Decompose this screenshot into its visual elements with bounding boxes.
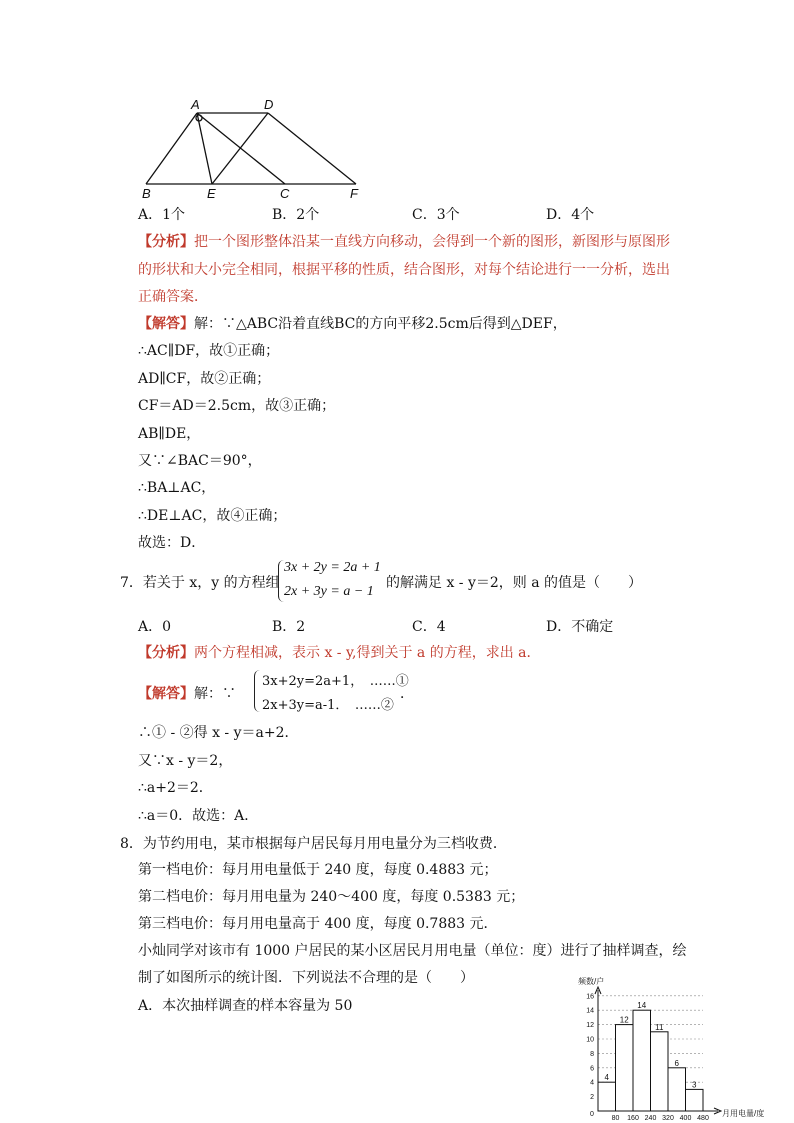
y-tick-label: 16: [586, 993, 594, 1001]
y-tick-label: 6: [590, 1065, 594, 1073]
point-label-b: B: [142, 186, 151, 200]
y-tick-label: 4: [590, 1079, 594, 1087]
histogram-bar: [598, 1082, 616, 1111]
q6-analysis-tag: 【分析】: [138, 234, 194, 250]
y-tick-label: 10: [586, 1036, 594, 1044]
x-tick-label: 240: [644, 1115, 657, 1120]
q7-solution-line-3: ∴a+2＝2．: [138, 780, 213, 796]
q7-solution-head: [138, 683, 236, 703]
q6-option-b: B．2个: [272, 207, 320, 223]
bar-data-label: 6: [674, 1058, 679, 1068]
q7-analysis-tag: 【分析】: [138, 645, 194, 661]
q6-analysis-line-1: [138, 232, 670, 252]
q7-option-d: D．不确定: [546, 619, 614, 635]
q7-solution-eq-2: 2x+3y=a-1． ……②: [262, 698, 394, 713]
histogram-bar: [616, 1025, 634, 1111]
q6-solution-tag: 【解答】: [138, 316, 194, 332]
q7-option-c: C．4: [412, 619, 446, 635]
x-axis-title: 月用电量/度: [722, 1109, 765, 1118]
q6-analysis-line-3: 正确答案．: [138, 289, 208, 305]
histogram-bar: [668, 1068, 686, 1111]
q6-option-a: A．1个: [138, 207, 186, 223]
q6-solution-line-5: AB∥DE，: [138, 426, 201, 442]
point-label-a: A: [191, 97, 200, 112]
q6-option-c: C．3个: [412, 207, 460, 223]
bar-data-label: 4: [604, 1073, 609, 1083]
point-label-f: F: [350, 186, 358, 200]
q6-solution-line-2: ∴AC∥DF，故①正确；: [138, 343, 280, 359]
q6-solution-line-8: ∴DE⊥AC，故④正确；: [138, 508, 287, 524]
bar-data-label: 14: [637, 1001, 647, 1011]
q7-stem-pre: 7．若关于 x，y 的方程组: [120, 575, 280, 591]
q7-solution-end: ．: [400, 686, 414, 702]
bar-data-label: 3: [692, 1080, 697, 1090]
y-tick-label: 14: [586, 1007, 594, 1015]
q7-equation-2: 2x + 3y = a − 1: [284, 584, 374, 599]
point-label-c: C: [280, 186, 290, 200]
y-axis-title: 频数/户: [578, 977, 605, 986]
x-tick-label: 160: [627, 1115, 639, 1120]
bar-data-label: 11: [655, 1022, 664, 1032]
q7-equation-1: 3x + 2y = 2a + 1: [284, 560, 381, 575]
origin-label: 0: [590, 1111, 594, 1118]
x-tick-label: 320: [662, 1115, 674, 1120]
q6-solution-line-7: ∴BA⊥AC，: [138, 480, 216, 496]
q6-solution-line-9: 故选：D．: [138, 535, 206, 551]
q6-solution-line-1: [138, 314, 567, 334]
q7-analysis-line: [138, 643, 541, 663]
q8-stem-line-2: 第一档电价：每月用电量低于 240 度，每度 0.4883 元；: [138, 862, 498, 878]
q6-option-d: D．4个: [546, 207, 595, 223]
q6-solution-line-6: 又∵∠BAC＝90°，: [138, 453, 262, 469]
q8-option-a: A．本次抽样调查的样本容量为 50: [138, 998, 353, 1014]
q8-stem-line-5: 小灿同学对该市有 1000 户居民的某小区居民月用电量（单位：度）进行了抽样调查，绘: [138, 943, 687, 959]
q7-option-a: A．0: [138, 619, 172, 635]
q6-solution-line-3: AD∥CF，故②正确；: [138, 371, 271, 387]
y-tick-label: 2: [590, 1094, 594, 1102]
q7-solution-line-1: ∴① - ②得 x - y＝a+2．: [138, 725, 299, 741]
q8-stem-line-1: 8．为节约用电，某市根据每户居民每月用电量分为三档收费．: [120, 836, 507, 852]
histogram-bar: [633, 1010, 651, 1111]
histogram-bar: [651, 1032, 669, 1111]
q7-solution-eq-1: 3x+2y=2a+1， ……①: [262, 674, 409, 689]
q7-solution-tag: 【解答】: [138, 686, 194, 702]
q6-solution-line-4: CF＝AD＝2.5cm，故③正确；: [138, 398, 336, 414]
bar-data-label: 12: [619, 1015, 629, 1025]
histogram-bar: [686, 1089, 704, 1111]
q6-analysis-text-1: 把一个图形整体沿某一直线方向移动，会得到一个新的图形，新图形与原图形: [194, 234, 670, 250]
q6-analysis-line-2: 的形状和大小完全相同，根据平移的性质，结合图形，对每个结论进行一一分析，选出: [138, 262, 670, 278]
q8-stem-line-3: 第二档电价：每月用电量为 240～400 度，每度 0.5383 元；: [138, 889, 525, 905]
x-tick-label: 480: [697, 1115, 709, 1120]
q8-stem-line-6: 制了如图所示的统计图．下列说法不合理的是（ ）: [138, 970, 474, 986]
electricity-histogram: [570, 968, 790, 1120]
q7-solution-pre: 解：∵: [194, 686, 236, 702]
q7-solution-line-2: 又∵x - y＝2，: [138, 753, 233, 769]
q7-stem-post: 的解满足 x - y＝2，则 a 的值是（ ）: [386, 575, 643, 591]
point-label-e: E: [207, 186, 216, 200]
q7-analysis-text: 两个方程相减，表示 x - y,得到关于 a 的方程，求出 a．: [194, 645, 541, 661]
q8-stem-line-4: 第三档电价：每月用电量高于 400 度，每度 0.7883 元．: [138, 916, 498, 932]
point-label-d: D: [264, 97, 274, 112]
q7-solution-brace: [254, 670, 262, 712]
y-tick-label: 8: [590, 1050, 594, 1058]
q6-solution-text-1: 解：∵△ABC沿着直线BC的方向平移2.5cm后得到△DEF，: [194, 316, 567, 332]
translation-figure: [130, 95, 370, 200]
x-tick-label: 80: [611, 1115, 620, 1120]
y-tick-label: 12: [586, 1022, 594, 1030]
x-tick-label: 400: [679, 1115, 692, 1120]
q7-solution-line-4: ∴a＝0．故选：A．: [138, 808, 259, 824]
q7-option-b: B．2: [272, 619, 306, 635]
